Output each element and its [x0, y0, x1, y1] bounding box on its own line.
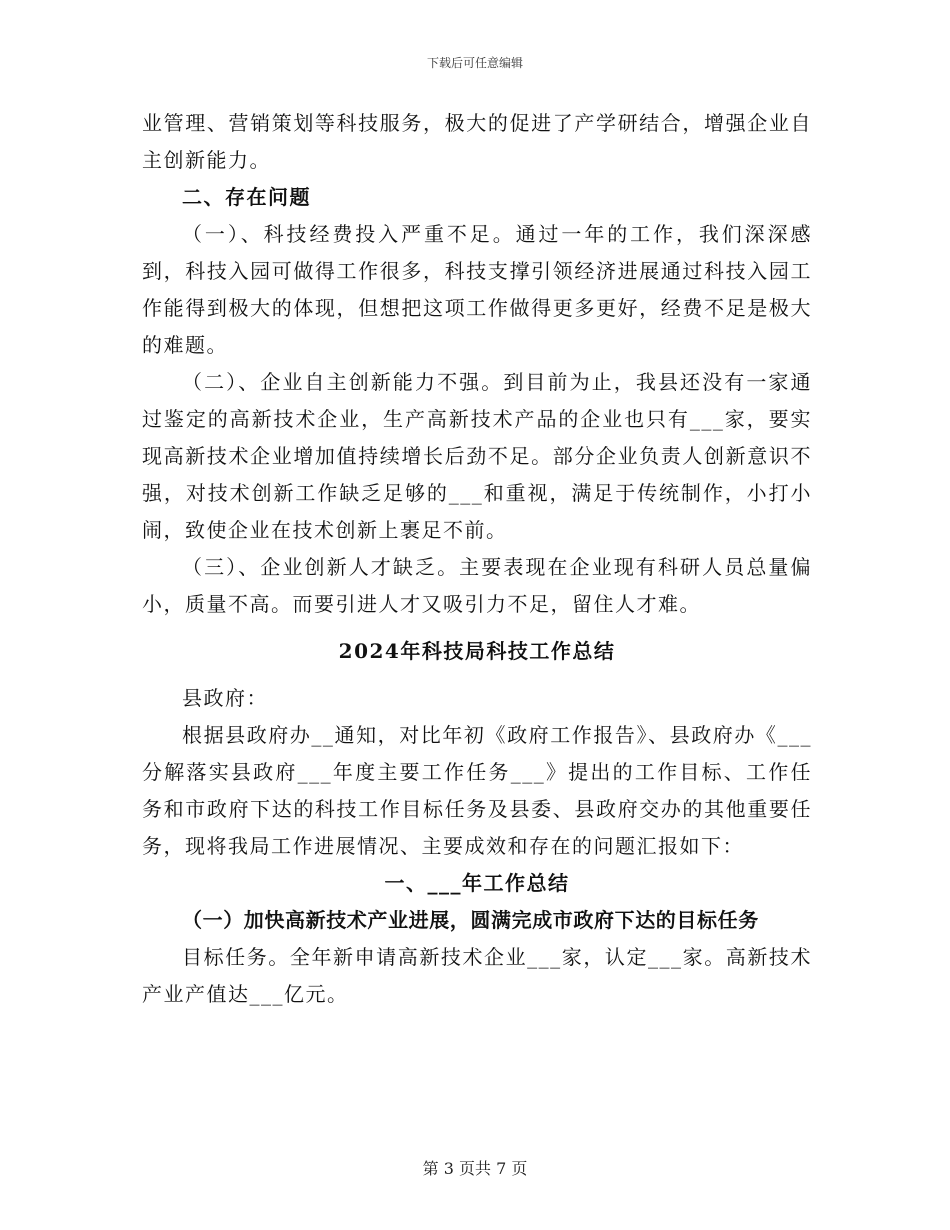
paragraph-problem-3: （三）、企业创新人才缺乏。主要表现在企业现有科研人员总量偏小，质量不高。而要引进人才又吸引力不足，留住人才难。 [142, 555, 812, 616]
subsection-heading-1: （一）加快高新技术产业进展，圆满完成市政府下达的目标任务 [182, 908, 759, 932]
document-title: 2024年科技局科技工作总结 [338, 639, 616, 663]
page-footer: 第 3 页共 7 页 [422, 1159, 528, 1178]
page-header: 下载后可任意编辑 [426, 56, 523, 70]
paragraph-continuation: 业管理、营销策划等科技服务，极大的促进了产学研结合，增强企业自主创新能力。 [142, 111, 812, 172]
section-heading-1: 一、___年工作总结 [384, 871, 570, 895]
document-body [142, 105, 812, 1013]
paragraph-problem-2: （二）、企业自主创新能力不强。到目前为止，我县还没有一家通过鉴定的高新技术企业，生产高新技术产品的企业也只有___家，要实现高新技术企业增加值持续增长后劲不足。部分企业负责人创新意识不强，对技术创新工作缺乏足够的___和重视，满足于传统制作，小打小闹，致使企业在技术创新上裹足不前。 [142, 370, 812, 542]
salutation: 县政府： [182, 686, 268, 710]
paragraph-targets: 目标任务。全年新申请高新技术企业___家，认定___家。高新技术产业产值达___亿元。 [142, 945, 812, 1006]
paragraph-problem-1: （一）、科技经费投入严重不足。通过一年的工作，我们深深感到，科技入园可做得工作很多，科技支撑引领经济进展通过科技入园工作能得到极大的体现，但想把这项工作做得更多更好，经费不足是极大的难题。 [142, 222, 812, 357]
paragraph-intro: 根据县政府办__通知，对比年初《政府工作报告》、县政府办《___分解落实县政府___年度主要工作任务___》提出的工作目标、工作任务和市政府下达的科技工作目标任务及县委、县政府交办的其他重要任务，现将我局工作进展情况、主要成效和存在的问题汇报如下： [142, 723, 812, 858]
heading-problems: 二、存在问题 [182, 185, 311, 209]
